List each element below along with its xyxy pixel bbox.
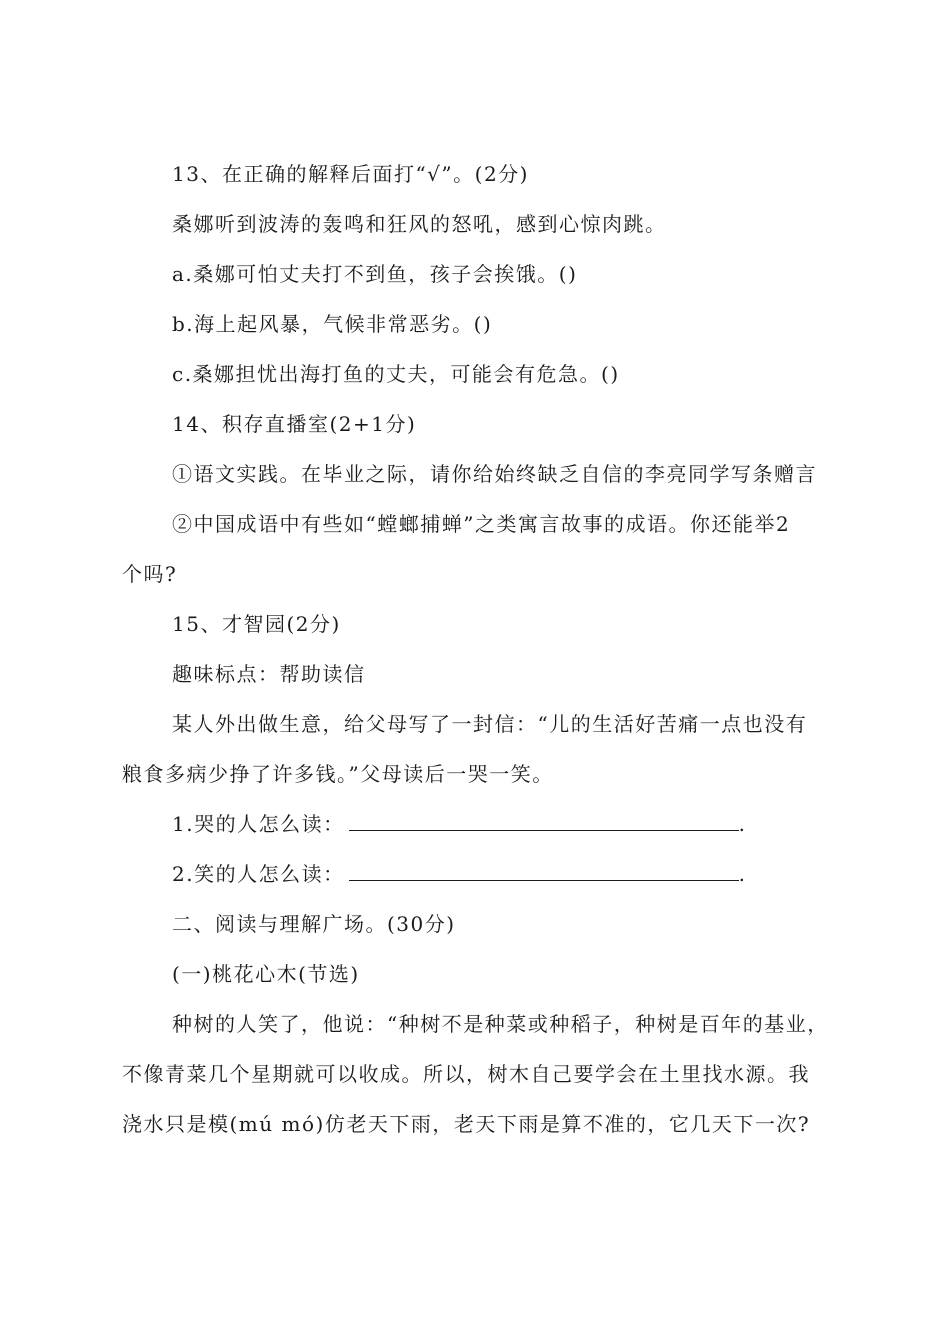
question-13-option-b: b.海上起风暴，气候非常恶劣。() <box>172 312 493 336</box>
answer-1-blank[interactable] <box>349 812 739 831</box>
question-13-option-a: a.桑娜可怕丈夫打不到鱼，孩子会挨饿。() <box>172 262 578 286</box>
reading-paragraph-line-2: 不像青菜几个星期就可以收成。所以，树木自己要学会在土里找水源。我 <box>122 1062 810 1086</box>
question-15-answer-1 <box>122 810 882 838</box>
question-14-item-2: ②中国成语中有些如“螳螂捕蝉”之类寓言故事的成语。你还能举2 <box>172 512 791 536</box>
answer-1-label: 1.哭的人怎么读： <box>172 812 345 836</box>
answer-1-end: . <box>738 812 747 836</box>
answer-2-end: . <box>738 862 747 886</box>
reading-paragraph-line-1: 种树的人笑了，他说：“种树不是种菜或种稻子，种树是百年的基业， <box>172 1012 829 1036</box>
question-15-subtitle: 趣味标点：帮助读信 <box>172 662 366 686</box>
question-14-item-2-cont: 个吗? <box>122 562 178 586</box>
question-14-item-1: ①语文实践。在毕业之际，请你给始终缺乏自信的李亮同学写条赠言 <box>172 462 817 486</box>
question-13-sentence: 桑娜听到波涛的轰鸣和狂风的怒吼，感到心惊肉跳。 <box>172 212 667 236</box>
question-13-title: 13、在正确的解释后面打“√”。(2分) <box>172 162 529 186</box>
question-15-story-cont: 粮食多病少挣了许多钱。”父母读后一哭一笑。 <box>122 762 554 786</box>
answer-2-blank[interactable] <box>349 862 739 881</box>
reading-paragraph-line-3: 浇水只是模(mú mó)仿老天下雨，老天下雨是算不准的，它几天下一次? <box>122 1112 811 1136</box>
section-2-title: 二、阅读与理解广场。(30分) <box>172 912 456 936</box>
question-15-story: 某人外出做生意，给父母写了一封信：“儿的生活好苦痛一点也没有 <box>172 712 808 736</box>
question-15-title: 15、才智园(2分) <box>172 612 341 636</box>
question-13-option-c: c.桑娜担忧出海打鱼的丈夫，可能会有危急。() <box>172 362 620 386</box>
answer-2-label: 2.笑的人怎么读： <box>172 862 345 886</box>
reading-title: (一)桃花心木(节选) <box>172 962 360 986</box>
question-14-title: 14、积存直播室(2+1分) <box>172 412 417 436</box>
question-15-answer-2 <box>122 860 882 888</box>
